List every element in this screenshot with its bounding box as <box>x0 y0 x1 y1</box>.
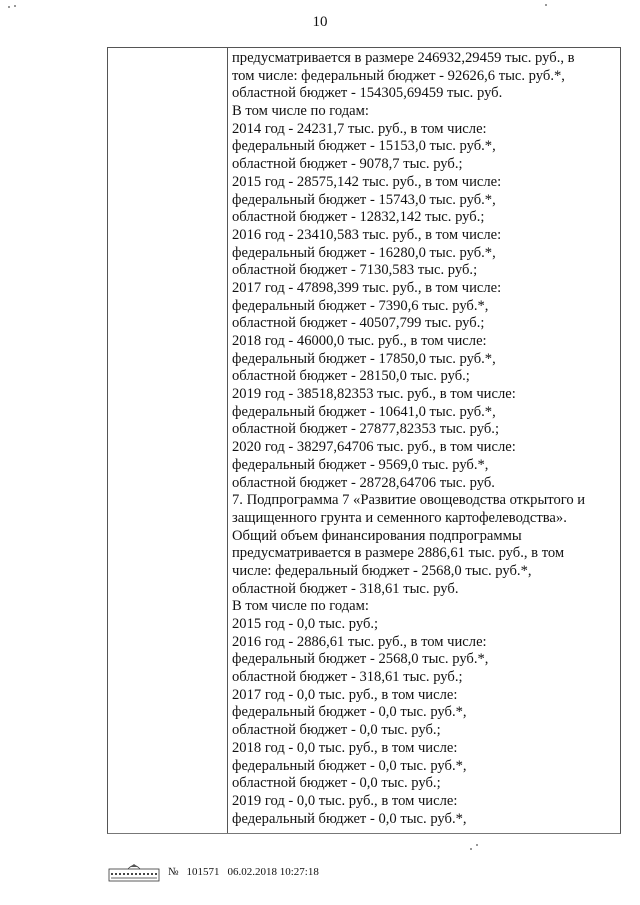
text-line: 2016 год - 2886,61 тыс. руб., в том числе: <box>232 633 487 650</box>
text-line: федеральный бюджет - 7390,6 тыс. руб.*, <box>232 297 489 314</box>
text-line: областной бюджет - 154305,69459 тыс. руб. <box>232 85 503 102</box>
text-line: защищенного грунта и семенного картофелеводства». <box>232 509 567 526</box>
text-line: 2018 год - 46000,0 тыс. руб., в том числе: <box>232 333 487 349</box>
number-sign: № <box>168 866 179 878</box>
text-line: В том числе по годам: <box>232 103 369 120</box>
table-left-column <box>108 48 228 833</box>
text-line: областной бюджет - 28150,0 тыс. руб.; <box>232 368 470 385</box>
text-line: федеральный бюджет - 15153,0 тыс. руб.*, <box>232 138 496 155</box>
text-line: областной бюджет - 27877,82353 тыс. руб.; <box>232 421 500 438</box>
text-line: федеральный бюджет - 15743,0 тыс. руб.*, <box>232 191 496 208</box>
table-right-column <box>232 50 617 828</box>
text-line: 2018 год - 0,0 тыс. руб., в том числе: <box>232 739 458 756</box>
registry-logo-icon <box>108 861 160 883</box>
text-line: областной бюджет - 9078,7 тыс. руб.; <box>232 156 463 173</box>
text-line: том числе: федеральный бюджет - 92626,6 тыс. руб.*, <box>232 67 565 84</box>
scan-artifact <box>14 5 16 7</box>
text-line: В том числе по годам: <box>232 598 369 615</box>
text-line: областной бюджет - 40507,799 тыс. руб.; <box>232 315 485 332</box>
handwritten-mark <box>470 848 472 850</box>
text-line: федеральный бюджет - 0,0 тыс. руб.*, <box>232 757 467 774</box>
text-line: числе: федеральный бюджет - 2568,0 тыс. руб.*, <box>232 562 532 579</box>
footer-stamp <box>108 860 319 884</box>
text-line: 2019 год - 0,0 тыс. руб., в том числе: <box>232 792 458 809</box>
text-line: 7. Подпрограмма 7 «Развитие овощеводства открытого и <box>232 492 586 509</box>
text-line: областной бюджет - 318,61 тыс. руб.; <box>232 669 463 686</box>
text-line: федеральный бюджет - 2568,0 тыс. руб.*, <box>232 651 489 668</box>
text-line: федеральный бюджет - 10641,0 тыс. руб.*, <box>232 403 496 420</box>
text-line: областной бюджет - 0,0 тыс. руб.; <box>232 775 441 792</box>
text-line: федеральный бюджет - 17850,0 тыс. руб.*, <box>232 350 496 367</box>
text-line: областной бюджет - 318,61 тыс. руб. <box>232 580 459 597</box>
text-line: 2016 год - 23410,583 тыс. руб., в том числе: <box>232 226 502 243</box>
text-line: областной бюджет - 7130,583 тыс. руб.; <box>232 262 478 279</box>
text-line: областной бюджет - 28728,64706 тыс. руб. <box>232 474 495 491</box>
text-line: предусматривается в размере 246932,29459 тыс. руб., в <box>232 50 575 66</box>
scan-artifact <box>8 6 10 8</box>
text-line: 2014 год - 24231,7 тыс. руб., в том числе: <box>232 120 487 137</box>
document-datetime: 06.02.2018 10:27:18 <box>227 866 319 878</box>
content-table <box>107 47 621 834</box>
handwritten-mark <box>476 844 478 846</box>
text-line: федеральный бюджет - 9569,0 тыс. руб.*, <box>232 456 489 473</box>
text-line: 2015 год - 28575,142 тыс. руб., в том числе: <box>232 173 502 190</box>
scan-artifact <box>545 4 547 6</box>
text-line: федеральный бюджет - 0,0 тыс. руб.*, <box>232 810 467 827</box>
document-number: 101571 <box>186 866 220 878</box>
text-line: 2015 год - 0,0 тыс. руб.; <box>232 616 379 632</box>
text-line: федеральный бюджет - 16280,0 тыс. руб.*, <box>232 244 496 261</box>
text-line: 2017 год - 0,0 тыс. руб., в том числе: <box>232 686 458 703</box>
text-line: предусматривается в размере 2886,61 тыс. руб., в том <box>232 545 565 562</box>
text-line: 2020 год - 38297,64706 тыс. руб., в том числе: <box>232 439 516 456</box>
text-line: федеральный бюджет - 0,0 тыс. руб.*, <box>232 704 467 721</box>
text-line: Общий объем финансирования подпрограммы <box>232 527 522 544</box>
text-line: 2019 год - 38518,82353 тыс. руб., в том числе: <box>232 386 516 403</box>
page-number: 10 <box>312 14 328 30</box>
text-line: 2017 год - 47898,399 тыс. руб., в том числе: <box>232 279 502 296</box>
text-line: областной бюджет - 0,0 тыс. руб.; <box>232 722 441 739</box>
text-line: областной бюджет - 12832,142 тыс. руб.; <box>232 209 485 226</box>
